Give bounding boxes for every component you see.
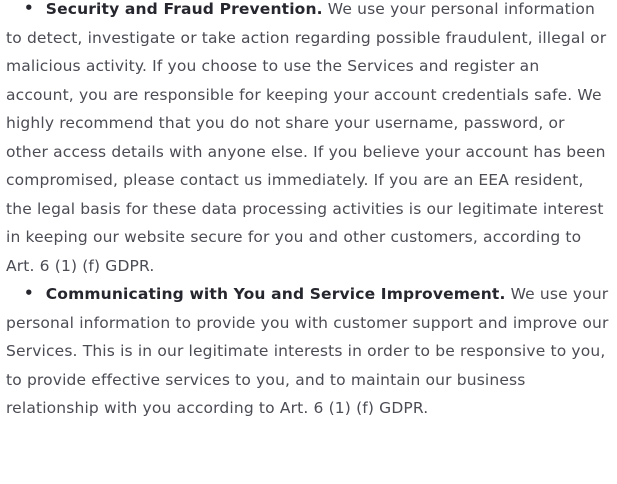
list-item-heading: Security and Fraud Prevention. (45, 0, 323, 18)
list-item-heading: Communicating with You and Service Improvement. (45, 285, 506, 303)
list-item-body: We use your personal information to provide you with customer support and improve our Services. This is in our legitimate interests in order to be responsive to you, to provide effective services to you, and to maintain our business relationship with you according to Art. 6 (1) (f) GDPR. (6, 285, 609, 417)
list-item-body: We use your personal information to detect, investigate or take action regarding possible fraudulent, illegal or malicious activity. If you choose to use the Services and register an account, you are responsible for keeping your account credentials safe. We highly recommend that you do not share your username, password, or other access details with anyone else. If you believe your account has been compromised, please contact us immediately. If you are an EEA resident, the legal basis for these data processing activities is our legitimate interest in keeping our website secure for you and other customers, according to Art. 6 (1) (f) GDPR. (6, 0, 607, 275)
bullet-icon: • (24, 284, 34, 302)
list-item (6, 0, 611, 280)
bullet-icon: • (24, 0, 34, 17)
list-item (6, 280, 611, 423)
